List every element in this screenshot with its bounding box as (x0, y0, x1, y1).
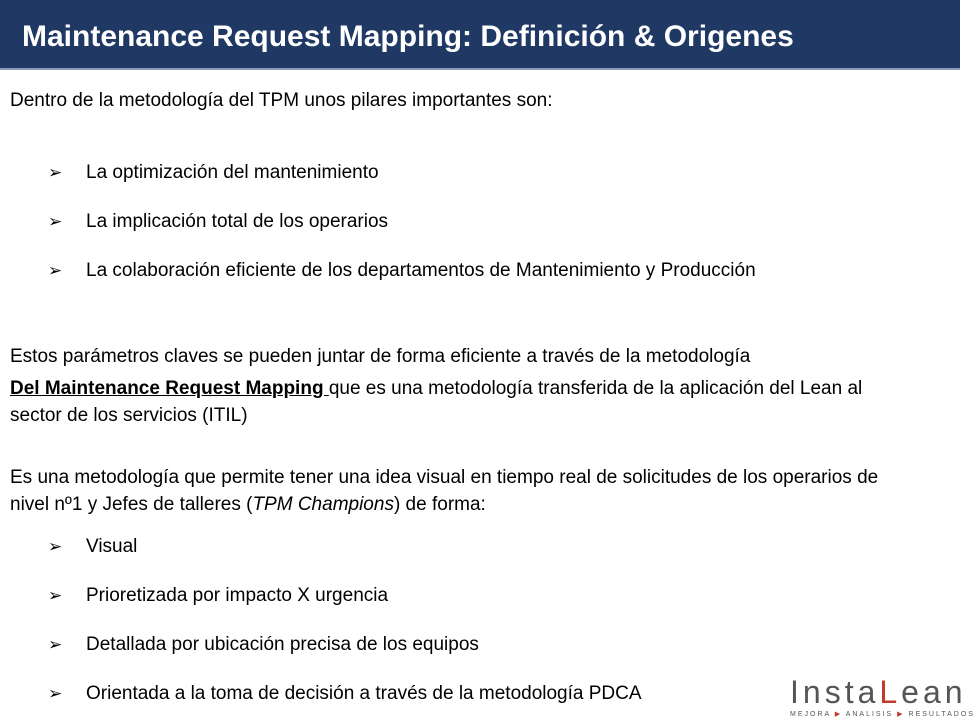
logo-wordmark (790, 674, 967, 710)
intro-text: Dentro de la metodología del TPM unos pilares importantes son: (10, 90, 553, 111)
params-line-1: Estos parámetros claves se pueden juntar de forma eficiente a través de la metodología (10, 346, 751, 367)
logo-tag-2: ANALISIS (845, 711, 894, 718)
params-line-2 (10, 377, 862, 401)
arrow-bullet-icon: ➢ (48, 586, 63, 605)
feature-text: Prioretizada por impacto X urgencia (86, 585, 389, 606)
logo-tag-3: RESULTADOS (908, 711, 975, 718)
feature-item (48, 584, 388, 608)
title-bar (0, 0, 960, 70)
triangle-icon: ▶ (834, 711, 843, 718)
arrow-bullet-icon: ➢ (48, 684, 63, 703)
desc-line-2-start: nivel nº1 y Jefes de talleres ( (10, 494, 253, 515)
slide-title: Maintenance Request Mapping: Definición & Origenes (22, 20, 794, 53)
arrow-bullet-icon: ➢ (48, 261, 63, 280)
tpm-champions-text: TPM Champions (252, 494, 394, 515)
feature-item (48, 682, 642, 706)
feature-text: Orientada a la toma de decisión a través de la metodología PDCA (86, 683, 642, 704)
arrow-bullet-icon: ➢ (48, 635, 63, 654)
arrow-bullet-icon: ➢ (48, 163, 63, 182)
logo-word-b: L (879, 674, 902, 710)
feature-item (48, 633, 479, 657)
arrow-bullet-icon: ➢ (48, 537, 63, 556)
pillar-text: La implicación total de los operarios (86, 211, 389, 232)
desc-line-2 (10, 493, 486, 517)
logo-word-c: ean (901, 674, 967, 710)
instalean-logo (790, 674, 975, 720)
desc-line-1: Es una metodología que permite tener una idea visual en tiempo real de solicitudes de los operarios de (10, 467, 879, 488)
logo-tagline (790, 710, 975, 718)
feature-item (48, 535, 137, 559)
triangle-icon: ▶ (897, 711, 905, 718)
arrow-bullet-icon: ➢ (48, 212, 63, 231)
pillar-text: La optimización del mantenimiento (86, 162, 379, 183)
feature-text: Detallada por ubicación precisa de los equipos (86, 634, 479, 655)
logo-tag-1: MEJORA (790, 711, 831, 718)
desc-line-2-end: ) de forma: (393, 494, 486, 515)
logo-word-a: Insta (790, 674, 880, 710)
params-line-3: sector de los servicios (ITIL) (10, 405, 248, 426)
pillar-text: La colaboración eficiente de los departamentos de Mantenimiento y Producción (86, 260, 756, 281)
mrm-highlight: Del Maintenance Request Mapping (10, 378, 329, 399)
pillar-item (48, 161, 379, 185)
params-line-2-rest: que es una metodología transferida de la aplicación del Lean al (328, 378, 863, 399)
pillar-item (48, 259, 756, 283)
pillar-item (48, 210, 388, 234)
feature-text: Visual (86, 536, 138, 557)
